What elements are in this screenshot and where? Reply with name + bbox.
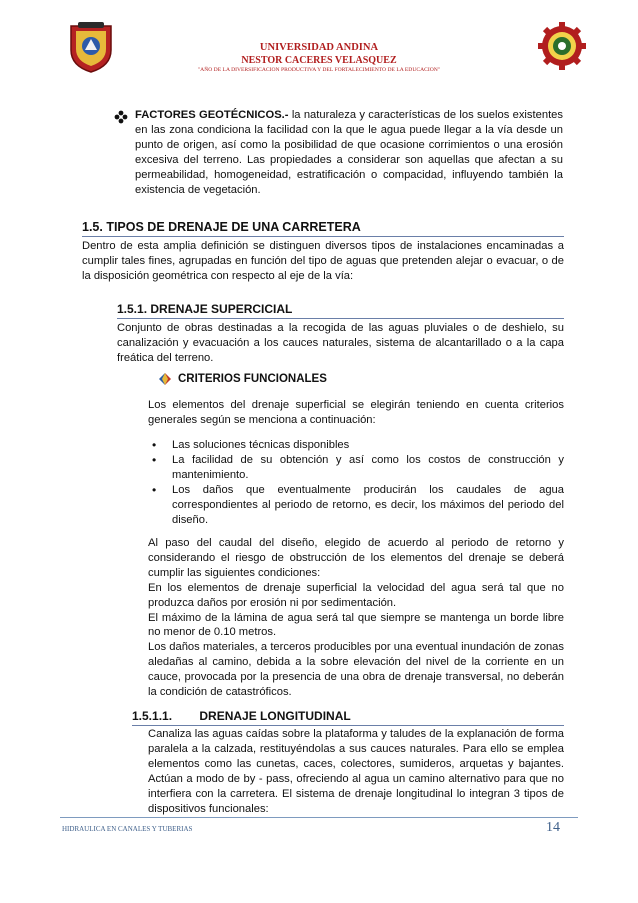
- diamond-bullet-icon: [114, 110, 128, 124]
- criterios-intro: Los elementos del drenaje superficial se elegirán teniendo en cuenta criterios generales según se menciona a continuación:: [148, 399, 564, 426]
- section-1-5-1-1-heading: [132, 709, 351, 723]
- criterios-title: CRITERIOS FUNCIONALES: [178, 373, 327, 385]
- list-item: • La facilidad de su obtención y así como los costos de construcción y mantenimiento.: [148, 453, 564, 483]
- section-1-5-1-1-rule: [132, 725, 564, 726]
- header-motto: "AÑO DE LA DIVERSIFICACION PRODUCTIVA Y DEL FORTALECIMIENTO DE LA EDUCACION": [197, 67, 441, 73]
- criterios-paragraph: Los daños materiales, a terceros producibles por una eventual inundación de zonas aledañas al camino, debida a la sobre elevación del nivel de la corriente en un cauce, provocada por la presencia de una obra de drenaje transversal, no deberán la condición de catastróficos.: [148, 641, 564, 699]
- arrow-bullet-icon: [158, 372, 172, 386]
- criterios-bullets: [148, 438, 564, 527]
- section-1-5-title: 1.5. TIPOS DE DRENAJE DE UNA CARRETERA: [82, 220, 361, 234]
- geotech-text: la naturaleza y características de los suelos existentes en las zona condiciona la facilidad con la que le agua puede llegar a la vía desde un punto de origen, así como la posibilidad de que ocasione corrimientos o una erosión excesiva del terreno. Las propiedades a considerar son aquellas que afectan a su permeabilidad, homogeneidad, estratificación o compacidad, influyendo también la existencia de vegetación.: [135, 109, 563, 196]
- page-number: 14: [546, 820, 560, 835]
- footer-rule: [60, 817, 578, 818]
- criterios-paragraph: El máximo de la lámina de agua será tal que siempre se mantenga un borde libre no menor de 0.10 metros.: [148, 611, 564, 639]
- section-1-5-1-1-text: Canaliza las aguas caídas sobre la plataforma y taludes de la explanación de forma paralela a la calzada, restituyéndolas a sus cauces naturales. Para ello se emplea elementos como las cunetas, caces, colectores, sumideros, arquetas y bajantes. Actúan a modo de by - pass, ofreciendo al agua un camino alternativo para que no interfiera con la carretera. El sistema de drenaje longitudinal lo integran 3 tipos de dispositivos funcionales:: [148, 728, 564, 815]
- criterios-paragraph: En los elementos de drenaje superficial la velocidad del agua será tal que no produzca daños por erosión ni por sedimentación.: [148, 581, 564, 609]
- list-item: • Los daños que eventualmente producirán los caudales de agua correspondientes al periodo de retorno, es decir, los máximos del periodo del diseño.: [148, 483, 564, 528]
- header-university: UNIVERSIDAD ANDINA: [259, 42, 379, 53]
- geotech-title: FACTORES GEOTÉCNICOS.-: [135, 109, 289, 121]
- section-1-5-1-1-title: DRENAJE LONGITUDINAL: [199, 709, 351, 723]
- section-1-5-1-1-number: 1.5.1.1.: [132, 709, 173, 723]
- header-name: NESTOR CACERES VELASQUEZ: [241, 55, 397, 66]
- footer-left-text: HIDRAULICA EN CANALES Y TUBERIAS: [62, 825, 193, 833]
- section-1-5-1-text: Conjunto de obras destinadas a la recogida de las aguas pluviales o de deshielo, su canalización y evacuación a los cauces naturales, sistema de alcantarillado o a la capa freática del terreno.: [117, 322, 564, 364]
- criterios-paragraph: Al paso del caudal del diseño, elegido de acuerdo al periodo de retorno y considerando el riesgo de obstrucción de los elementos del drenaje se deberá cumplir las siguientes condiciones:: [148, 537, 564, 579]
- header-right-logo: [538, 22, 586, 70]
- section-1-5-rule: [82, 236, 564, 237]
- criterios-paragraphs: [148, 536, 564, 700]
- list-item: • Las soluciones técnicas disponibles: [148, 438, 564, 453]
- section-1-5-1-rule: [117, 318, 564, 319]
- section-1-5-text: Dentro de esta amplia definición se distinguen diversos tipos de instalaciones encaminadas a cumplir tales fines, agrupadas en función del tipo de aguas que pretenden alejar o evacuar, o de la disposición geométrica con respecto al eje de la vía:: [82, 240, 564, 282]
- geotech-paragraph: [135, 108, 563, 197]
- section-1-5-1-title: 1.5.1. DRENAJE SUPERCICIAL: [117, 302, 293, 316]
